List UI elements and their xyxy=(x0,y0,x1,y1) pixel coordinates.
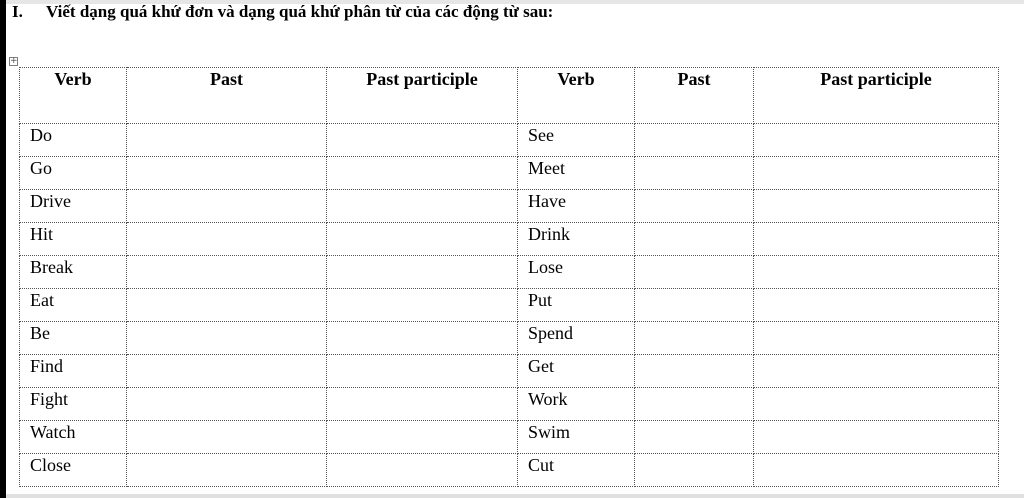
exercise-number: I. xyxy=(12,2,23,21)
past-cell-right[interactable] xyxy=(635,421,754,454)
table-row xyxy=(20,223,999,256)
past-participle-cell-left[interactable] xyxy=(327,454,518,487)
header-past-participle-left: Past participle xyxy=(327,68,518,124)
past-cell-right[interactable] xyxy=(635,190,754,223)
past-cell-left[interactable] xyxy=(127,388,327,421)
past-participle-cell-left[interactable] xyxy=(327,388,518,421)
verb-cell-right: Meet xyxy=(518,157,635,190)
past-participle-cell-right[interactable] xyxy=(754,289,999,322)
verb-cell-left: Break xyxy=(20,256,127,289)
header-verb-left: Verb xyxy=(20,68,127,124)
verb-cell-left: Be xyxy=(20,322,127,355)
table-row xyxy=(20,190,999,223)
past-cell-left[interactable] xyxy=(127,256,327,289)
table-row xyxy=(20,256,999,289)
past-participle-cell-right[interactable] xyxy=(754,190,999,223)
past-cell-right[interactable] xyxy=(635,454,754,487)
left-edge xyxy=(0,0,6,498)
verb-cell-left: Hit xyxy=(20,223,127,256)
header-past-left: Past xyxy=(127,68,327,124)
verb-cell-right: Swim xyxy=(518,421,635,454)
table-row xyxy=(20,124,999,157)
verb-cell-left: Eat xyxy=(20,289,127,322)
table-row xyxy=(20,355,999,388)
past-cell-right[interactable] xyxy=(635,157,754,190)
verb-cell-left: Do xyxy=(20,124,127,157)
header-verb-right: Verb xyxy=(518,68,635,124)
table-row xyxy=(20,157,999,190)
past-cell-left[interactable] xyxy=(127,322,327,355)
table-row xyxy=(20,388,999,421)
past-cell-right[interactable] xyxy=(635,289,754,322)
header-past-right: Past xyxy=(635,68,754,124)
past-participle-cell-left[interactable] xyxy=(327,289,518,322)
verb-cell-right: Spend xyxy=(518,322,635,355)
past-participle-cell-left[interactable] xyxy=(327,157,518,190)
past-participle-cell-left[interactable] xyxy=(327,256,518,289)
past-cell-right[interactable] xyxy=(635,256,754,289)
verb-cell-left: Fight xyxy=(20,388,127,421)
verb-table xyxy=(19,67,999,487)
verb-cell-right: Lose xyxy=(518,256,635,289)
verb-cell-left: Go xyxy=(20,157,127,190)
past-cell-left[interactable] xyxy=(127,421,327,454)
verb-cell-right: Drink xyxy=(518,223,635,256)
past-participle-cell-right[interactable] xyxy=(754,124,999,157)
table-row xyxy=(20,289,999,322)
verb-cell-right: Put xyxy=(518,289,635,322)
past-cell-left[interactable] xyxy=(127,157,327,190)
past-cell-right[interactable] xyxy=(635,355,754,388)
exercise-instruction: Viết dạng quá khứ đơn và dạng quá khứ phân từ của các động từ sau: xyxy=(46,2,554,21)
verb-cell-left: Drive xyxy=(20,190,127,223)
past-participle-cell-right[interactable] xyxy=(754,388,999,421)
past-participle-cell-left[interactable] xyxy=(327,223,518,256)
exercise-heading xyxy=(12,2,553,22)
header-row xyxy=(20,68,999,124)
past-participle-cell-right[interactable] xyxy=(754,355,999,388)
past-cell-left[interactable] xyxy=(127,223,327,256)
table-row xyxy=(20,322,999,355)
past-participle-cell-right[interactable] xyxy=(754,256,999,289)
verb-cell-left: Close xyxy=(20,454,127,487)
past-cell-left[interactable] xyxy=(127,355,327,388)
past-participle-cell-left[interactable] xyxy=(327,124,518,157)
verb-cell-left: Watch xyxy=(20,421,127,454)
past-cell-left[interactable] xyxy=(127,190,327,223)
past-participle-cell-left[interactable] xyxy=(327,421,518,454)
verb-cell-right: Get xyxy=(518,355,635,388)
past-participle-cell-right[interactable] xyxy=(754,157,999,190)
past-participle-cell-right[interactable] xyxy=(754,454,999,487)
past-cell-left[interactable] xyxy=(127,289,327,322)
header-past-participle-right: Past participle xyxy=(754,68,999,124)
table-row xyxy=(20,421,999,454)
past-cell-left[interactable] xyxy=(127,454,327,487)
past-cell-right[interactable] xyxy=(635,124,754,157)
verb-cell-right: See xyxy=(518,124,635,157)
past-cell-right[interactable] xyxy=(635,223,754,256)
past-participle-cell-right[interactable] xyxy=(754,322,999,355)
verb-cell-right: Cut xyxy=(518,454,635,487)
page-bottom-shade xyxy=(6,494,1024,498)
past-cell-right[interactable] xyxy=(635,388,754,421)
move-handle-icon[interactable]: + xyxy=(10,56,18,66)
past-participle-cell-left[interactable] xyxy=(327,355,518,388)
table-row xyxy=(20,454,999,487)
past-participle-cell-right[interactable] xyxy=(754,421,999,454)
past-participle-cell-right[interactable] xyxy=(754,223,999,256)
past-cell-right[interactable] xyxy=(635,322,754,355)
past-participle-cell-left[interactable] xyxy=(327,190,518,223)
past-cell-left[interactable] xyxy=(127,124,327,157)
past-participle-cell-left[interactable] xyxy=(327,322,518,355)
verb-cell-right: Have xyxy=(518,190,635,223)
verb-cell-left: Find xyxy=(20,355,127,388)
verb-cell-right: Work xyxy=(518,388,635,421)
